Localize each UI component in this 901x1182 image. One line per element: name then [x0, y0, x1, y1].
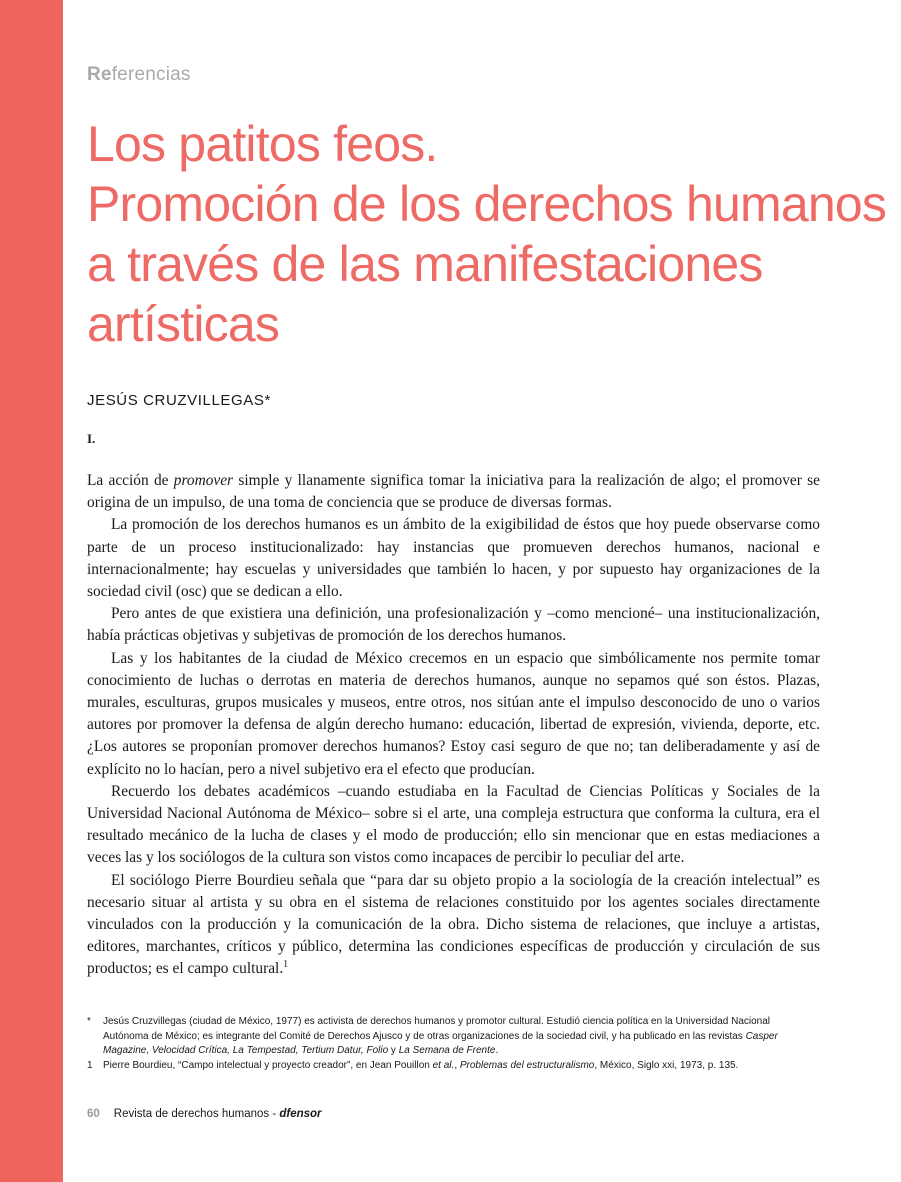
footnote-mark: 1: [87, 1059, 93, 1071]
paragraph: La acción de promover simple y llanamente significa tomar la iniciativa para la realización de algo; el promover se origina de un impulso, de una toma de conciencia que se produce de diversas formas.: [87, 472, 820, 512]
paragraph: Recuerdo los debates académicos –cuando estudiaba en la Facultad de Ciencias Políticas y Sociales de la Universidad Nacional Autónoma de México– sobre si el arte, una compleja estructura que conforma la cultura, era el resultado mecánico de la lucha de clases y el modo de producción; ello sin mencionar que en estas mediaciones a veces las y los sociólogos de la cultura son vistos como incapaces de percibir lo peculiar del arte.: [87, 782, 820, 867]
journal-brand: dfensor: [279, 1108, 322, 1120]
article-title: [87, 114, 887, 354]
author-byline: JESÚS CRUZVILLEGAS*: [87, 392, 271, 409]
footnote-ref[interactable]: 1: [283, 959, 289, 971]
paragraph: Las y los habitantes de la ciudad de México crecemos en un espacio que simbólicamente nos permite tomar conocimiento de luchas o derrotas en materia de derechos humanos, aunque no sepamos qué son éstos. Plazas, murales, esculturas, grupos musicales y museos, entre otros, nos sitúan ante el impulso desconocido de uno o varios autores por promover la defensa de algún derecho humano: educación, libertad de expresión, vivienda, deporte, etc. ¿Los autores se proponían promover derechos humanos? Estoy casi seguro de que no; tan deliberadamente y así de explícito no lo hacían, pero a nivel subjetivo era el efecto que producían.: [87, 649, 820, 778]
paragraph: Pero antes de que existiera una definición, una profesionalización y –como mencioné– una institucionalización, había prácticas objetivas y subjetivas de promoción de los derechos humanos.: [87, 605, 820, 645]
section-label: Referencias: [87, 64, 191, 85]
title-line: Promoción de los derechos humanos: [87, 176, 887, 232]
footnote-mark: *: [87, 1016, 91, 1027]
article-body: [87, 470, 820, 981]
journal-name: Revista de derechos humanos -: [113, 1108, 280, 1120]
footnotes: [87, 1015, 801, 1073]
title-line: Los patitos feos.: [87, 116, 438, 172]
footnote: 1 Pierre Bourdieu, “Campo intelectual y proyecto creador”, en Jean Pouillon et al., Problemas del estructuralismo, México, Siglo xxi, 1973, p. 135.: [87, 1059, 801, 1074]
accent-sidebar: [0, 0, 63, 1182]
title-line: a través de las manifestaciones: [87, 236, 763, 292]
section-numeral: I.: [87, 431, 96, 446]
page-number: 60: [87, 1108, 100, 1120]
title-line: artísticas: [87, 296, 280, 352]
page-footer: [87, 1108, 322, 1120]
paragraph: El sociólogo Pierre Bourdieu señala que “para dar su objeto propio a la sociología de la creación intelectual” es necesario situar al artista y su obra en el sistema de relaciones constituido por los agentes sociales directamente vinculados con la producción y la comunicación de la obra. Dicho sistema de relaciones, que incluye a artistas, editores, marchantes, críticos y público, determina las condiciones específicas de producción y circulación de sus productos; es el campo cultural.$^1$: [87, 871, 820, 978]
emphasis: promover: [173, 472, 234, 489]
footnote: * Jesús Cruzvillegas (ciudad de México, 1977) es activista de derechos humanos y promotor cultural. Estudió ciencia política en la Universidad Nacional Autónoma de México; es integrante del Comité de Derechos Ajusco y de otras organizaciones de la sociedad civil, y ha publicado en las revistas Casper Magazine, Velocidad Crítica, La Tempestad, Tertium Datur, Folio y La Semana de Frente.: [87, 1016, 778, 1056]
paragraph: La promoción de los derechos humanos es un ámbito de la exigibilidad de éstos que hoy puede observarse como parte de un proceso institucionalizado: hay instancias que promueven derechos humanos, nacional e internacionalmente; hay escuelas y universidades que también lo hacen, y por supuesto hay organizaciones de la sociedad civil (osc) que se dedican a ello.: [87, 516, 820, 601]
